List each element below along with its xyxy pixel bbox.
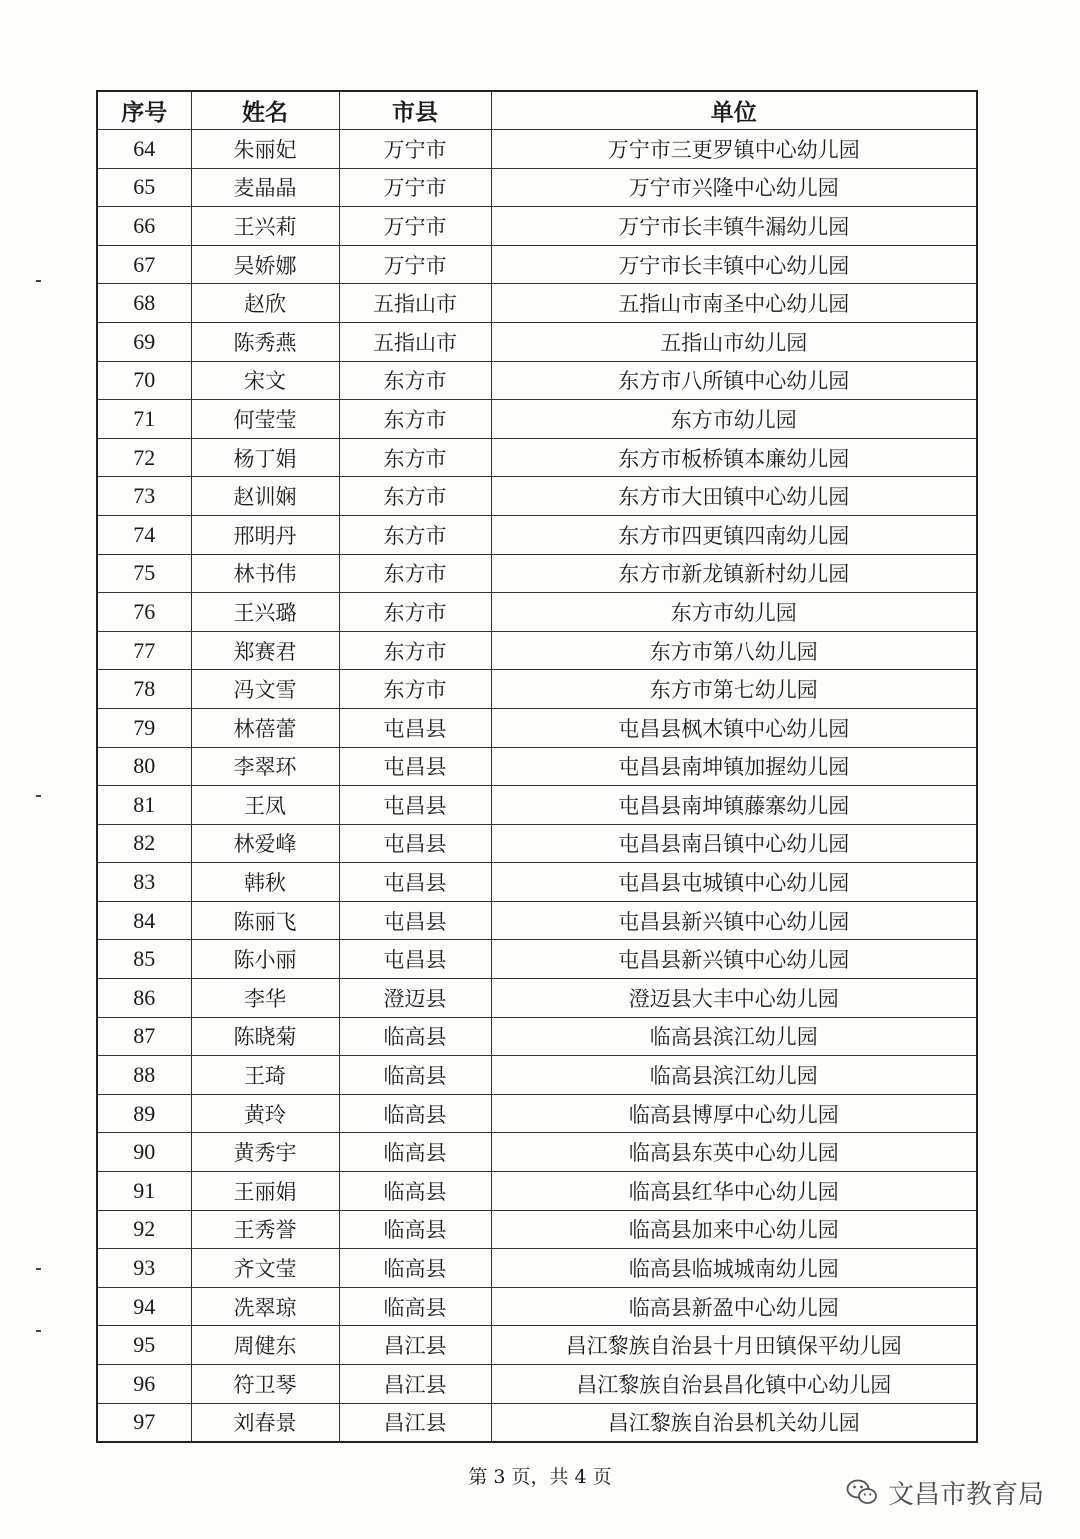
cell-city: 屯昌县 bbox=[339, 901, 491, 940]
table-row bbox=[97, 1094, 977, 1133]
table-row bbox=[97, 979, 977, 1018]
cell-name: 邢明丹 bbox=[191, 515, 339, 554]
cell-city: 五指山市 bbox=[339, 284, 491, 323]
table-row bbox=[97, 1056, 977, 1095]
cell-index: 74 bbox=[97, 515, 191, 554]
cell-index: 66 bbox=[97, 207, 191, 246]
cell-unit: 五指山市幼儿园 bbox=[491, 322, 977, 361]
table-row bbox=[97, 554, 977, 593]
cell-unit: 昌江黎族自治县昌化镇中心幼儿园 bbox=[491, 1365, 977, 1404]
cell-unit: 东方市大田镇中心幼儿园 bbox=[491, 477, 977, 516]
cell-index: 73 bbox=[97, 477, 191, 516]
cell-name: 黄秀宇 bbox=[191, 1133, 339, 1172]
cell-name: 齐文莹 bbox=[191, 1249, 339, 1288]
cell-index: 85 bbox=[97, 940, 191, 979]
cell-city: 临高县 bbox=[339, 1249, 491, 1288]
table-row bbox=[97, 1172, 977, 1211]
wechat-icon bbox=[846, 1478, 878, 1506]
table-row bbox=[97, 1403, 977, 1442]
cell-name: 陈秀燕 bbox=[191, 322, 339, 361]
table-row bbox=[97, 284, 977, 323]
table-row bbox=[97, 901, 977, 940]
cell-name: 朱丽妃 bbox=[191, 130, 339, 169]
cell-name: 陈晓菊 bbox=[191, 1017, 339, 1056]
cell-index: 83 bbox=[97, 863, 191, 902]
table-row bbox=[97, 1133, 977, 1172]
cell-city: 东方市 bbox=[339, 554, 491, 593]
cell-index: 94 bbox=[97, 1287, 191, 1326]
cell-index: 68 bbox=[97, 284, 191, 323]
cell-city: 东方市 bbox=[339, 631, 491, 670]
cell-unit: 临高县滨江幼儿园 bbox=[491, 1017, 977, 1056]
table-row bbox=[97, 477, 977, 516]
watermark-text: 文昌市教育局 bbox=[888, 1479, 1045, 1510]
cell-name: 陈小丽 bbox=[191, 940, 339, 979]
table-row bbox=[97, 670, 977, 709]
cell-unit: 屯昌县屯城镇中心幼儿园 bbox=[491, 863, 977, 902]
cell-city: 万宁市 bbox=[339, 245, 491, 284]
watermark bbox=[846, 1476, 1044, 1508]
cell-city: 东方市 bbox=[339, 515, 491, 554]
cell-name: 赵训娴 bbox=[191, 477, 339, 516]
table-row bbox=[97, 400, 977, 439]
table-row bbox=[97, 1365, 977, 1404]
cell-city: 东方市 bbox=[339, 361, 491, 400]
cell-name: 冯文雪 bbox=[191, 670, 339, 709]
cell-index: 72 bbox=[97, 438, 191, 477]
cell-unit: 万宁市三更罗镇中心幼儿园 bbox=[491, 130, 977, 169]
cell-unit: 东方市幼儿园 bbox=[491, 400, 977, 439]
cell-unit: 东方市新龙镇新村幼儿园 bbox=[491, 554, 977, 593]
cell-city: 临高县 bbox=[339, 1210, 491, 1249]
scan-mark bbox=[36, 1330, 41, 1332]
cell-unit: 东方市第八幼儿园 bbox=[491, 631, 977, 670]
cell-city: 东方市 bbox=[339, 670, 491, 709]
cell-index: 84 bbox=[97, 901, 191, 940]
scan-mark bbox=[36, 795, 41, 797]
cell-unit: 临高县新盈中心幼儿园 bbox=[491, 1287, 977, 1326]
table-row bbox=[97, 1210, 977, 1249]
table-header-row bbox=[97, 91, 977, 130]
cell-name: 宋文 bbox=[191, 361, 339, 400]
cell-index: 86 bbox=[97, 979, 191, 1018]
table-row bbox=[97, 1017, 977, 1056]
cell-unit: 东方市幼儿园 bbox=[491, 593, 977, 632]
cell-name: 吴娇娜 bbox=[191, 245, 339, 284]
cell-name: 郑赛君 bbox=[191, 631, 339, 670]
cell-index: 91 bbox=[97, 1172, 191, 1211]
cell-name: 李翠环 bbox=[191, 747, 339, 786]
cell-index: 80 bbox=[97, 747, 191, 786]
cell-city: 东方市 bbox=[339, 438, 491, 477]
cell-city: 屯昌县 bbox=[339, 747, 491, 786]
cell-unit: 万宁市长丰镇牛漏幼儿园 bbox=[491, 207, 977, 246]
cell-city: 昌江县 bbox=[339, 1326, 491, 1365]
cell-name: 林蓓蕾 bbox=[191, 708, 339, 747]
cell-unit: 东方市四更镇四南幼儿园 bbox=[491, 515, 977, 554]
cell-index: 69 bbox=[97, 322, 191, 361]
cell-index: 90 bbox=[97, 1133, 191, 1172]
cell-name: 何莹莹 bbox=[191, 400, 339, 439]
cell-unit: 屯昌县新兴镇中心幼儿园 bbox=[491, 901, 977, 940]
table-row bbox=[97, 438, 977, 477]
cell-city: 万宁市 bbox=[339, 207, 491, 246]
cell-index: 96 bbox=[97, 1365, 191, 1404]
cell-unit: 临高县滨江幼儿园 bbox=[491, 1056, 977, 1095]
cell-name: 符卫琴 bbox=[191, 1365, 339, 1404]
cell-name: 黄玲 bbox=[191, 1094, 339, 1133]
cell-name: 王秀誉 bbox=[191, 1210, 339, 1249]
cell-index: 82 bbox=[97, 824, 191, 863]
cell-name: 赵欣 bbox=[191, 284, 339, 323]
cell-city: 万宁市 bbox=[339, 130, 491, 169]
cell-name: 陈丽飞 bbox=[191, 901, 339, 940]
cell-city: 万宁市 bbox=[339, 168, 491, 207]
cell-unit: 屯昌县新兴镇中心幼儿园 bbox=[491, 940, 977, 979]
cell-index: 71 bbox=[97, 400, 191, 439]
cell-unit: 东方市第七幼儿园 bbox=[491, 670, 977, 709]
cell-name: 杨丁娟 bbox=[191, 438, 339, 477]
header-name: 姓名 bbox=[191, 91, 339, 130]
cell-index: 76 bbox=[97, 593, 191, 632]
cell-index: 93 bbox=[97, 1249, 191, 1288]
cell-index: 77 bbox=[97, 631, 191, 670]
cell-city: 屯昌县 bbox=[339, 940, 491, 979]
cell-name: 王丽娟 bbox=[191, 1172, 339, 1211]
cell-city: 临高县 bbox=[339, 1056, 491, 1095]
cell-index: 70 bbox=[97, 361, 191, 400]
cell-unit: 万宁市兴隆中心幼儿园 bbox=[491, 168, 977, 207]
header-city: 市县 bbox=[339, 91, 491, 130]
cell-city: 昌江县 bbox=[339, 1403, 491, 1442]
table-row bbox=[97, 1287, 977, 1326]
table-row bbox=[97, 322, 977, 361]
table-row bbox=[97, 168, 977, 207]
cell-index: 64 bbox=[97, 130, 191, 169]
table-row bbox=[97, 824, 977, 863]
cell-index: 92 bbox=[97, 1210, 191, 1249]
cell-unit: 屯昌县南坤镇加握幼儿园 bbox=[491, 747, 977, 786]
table-row bbox=[97, 747, 977, 786]
cell-name: 林爱峰 bbox=[191, 824, 339, 863]
table-row bbox=[97, 940, 977, 979]
header-index: 序号 bbox=[97, 91, 191, 130]
cell-unit: 屯昌县南坤镇藤寨幼儿园 bbox=[491, 786, 977, 825]
cell-index: 78 bbox=[97, 670, 191, 709]
table-row bbox=[97, 515, 977, 554]
cell-name: 王兴莉 bbox=[191, 207, 339, 246]
cell-unit: 东方市八所镇中心幼儿园 bbox=[491, 361, 977, 400]
cell-unit: 昌江黎族自治县机关幼儿园 bbox=[491, 1403, 977, 1442]
cell-unit: 万宁市长丰镇中心幼儿园 bbox=[491, 245, 977, 284]
cell-unit: 临高县红华中心幼儿园 bbox=[491, 1172, 977, 1211]
table-row bbox=[97, 1249, 977, 1288]
cell-index: 97 bbox=[97, 1403, 191, 1442]
cell-unit: 昌江黎族自治县十月田镇保平幼儿园 bbox=[491, 1326, 977, 1365]
header-unit: 单位 bbox=[491, 91, 977, 130]
cell-unit: 临高县加来中心幼儿园 bbox=[491, 1210, 977, 1249]
cell-name: 李华 bbox=[191, 979, 339, 1018]
cell-name: 麦晶晶 bbox=[191, 168, 339, 207]
table-row bbox=[97, 593, 977, 632]
cell-city: 五指山市 bbox=[339, 322, 491, 361]
cell-index: 81 bbox=[97, 786, 191, 825]
cell-city: 临高县 bbox=[339, 1133, 491, 1172]
page-number: 第 3 页，共 4 页 bbox=[468, 1466, 612, 1488]
cell-unit: 临高县博厚中心幼儿园 bbox=[491, 1094, 977, 1133]
table-row bbox=[97, 708, 977, 747]
cell-city: 东方市 bbox=[339, 400, 491, 439]
cell-city: 屯昌县 bbox=[339, 708, 491, 747]
table-row bbox=[97, 130, 977, 169]
cell-name: 冼翠琼 bbox=[191, 1287, 339, 1326]
cell-city: 屯昌县 bbox=[339, 824, 491, 863]
table-row bbox=[97, 631, 977, 670]
cell-city: 临高县 bbox=[339, 1287, 491, 1326]
cell-index: 67 bbox=[97, 245, 191, 284]
cell-city: 临高县 bbox=[339, 1017, 491, 1056]
table-row bbox=[97, 361, 977, 400]
cell-index: 89 bbox=[97, 1094, 191, 1133]
cell-name: 周健东 bbox=[191, 1326, 339, 1365]
cell-index: 75 bbox=[97, 554, 191, 593]
cell-unit: 屯昌县南吕镇中心幼儿园 bbox=[491, 824, 977, 863]
cell-city: 屯昌县 bbox=[339, 863, 491, 902]
cell-name: 韩秋 bbox=[191, 863, 339, 902]
table-row bbox=[97, 245, 977, 284]
cell-name: 林书伟 bbox=[191, 554, 339, 593]
scan-mark bbox=[36, 1268, 41, 1270]
cell-unit: 东方市板桥镇本廉幼儿园 bbox=[491, 438, 977, 477]
table-row bbox=[97, 863, 977, 902]
table-row bbox=[97, 786, 977, 825]
cell-unit: 临高县临城城南幼儿园 bbox=[491, 1249, 977, 1288]
cell-index: 88 bbox=[97, 1056, 191, 1095]
cell-city: 澄迈县 bbox=[339, 979, 491, 1018]
cell-unit: 临高县东英中心幼儿园 bbox=[491, 1133, 977, 1172]
roster-table bbox=[96, 90, 978, 1443]
cell-name: 王琦 bbox=[191, 1056, 339, 1095]
cell-city: 东方市 bbox=[339, 477, 491, 516]
cell-index: 87 bbox=[97, 1017, 191, 1056]
cell-unit: 五指山市南圣中心幼儿园 bbox=[491, 284, 977, 323]
cell-name: 王兴璐 bbox=[191, 593, 339, 632]
cell-index: 65 bbox=[97, 168, 191, 207]
table-row bbox=[97, 1326, 977, 1365]
cell-unit: 屯昌县枫木镇中心幼儿园 bbox=[491, 708, 977, 747]
cell-name: 王凤 bbox=[191, 786, 339, 825]
cell-city: 屯昌县 bbox=[339, 786, 491, 825]
cell-city: 临高县 bbox=[339, 1094, 491, 1133]
cell-index: 95 bbox=[97, 1326, 191, 1365]
cell-city: 临高县 bbox=[339, 1172, 491, 1211]
scan-mark bbox=[36, 280, 41, 282]
table-body bbox=[97, 130, 977, 1443]
cell-index: 79 bbox=[97, 708, 191, 747]
cell-name: 刘春景 bbox=[191, 1403, 339, 1442]
cell-city: 昌江县 bbox=[339, 1365, 491, 1404]
table-row bbox=[97, 207, 977, 246]
cell-unit: 澄迈县大丰中心幼儿园 bbox=[491, 979, 977, 1018]
cell-city: 东方市 bbox=[339, 593, 491, 632]
